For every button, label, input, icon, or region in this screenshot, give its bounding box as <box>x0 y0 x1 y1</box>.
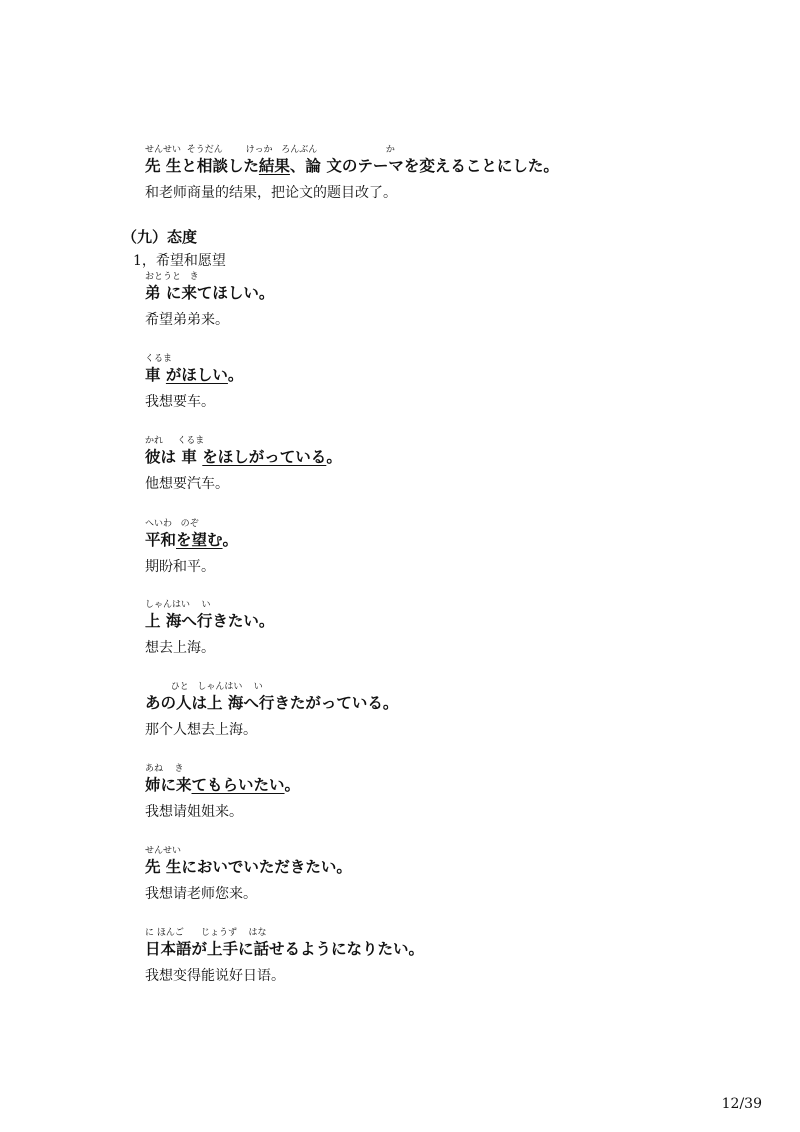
japanese-sentence <box>145 857 352 877</box>
subsection-heading: 1，希望和愿望 <box>133 253 226 269</box>
furigana: せんせい <box>145 846 182 856</box>
example-entry <box>145 519 238 576</box>
japanese-sentence <box>145 530 238 550</box>
example-entry <box>145 272 274 329</box>
example-entry <box>145 928 424 985</box>
japanese-sentence <box>145 939 424 959</box>
sentence-segment: 日本語が上手に話せるようになりたい。 <box>145 940 425 958</box>
chinese-translation: 想去上海。 <box>145 640 215 656</box>
furigana: ひと しゃんはい い <box>145 682 263 692</box>
chinese-translation: 希望弟弟来。 <box>145 312 229 328</box>
sentence-segment: 彼は 車 <box>145 448 203 466</box>
example-entry <box>145 764 300 821</box>
chinese-translation: 我想要车。 <box>145 394 215 410</box>
furigana: おとうと き <box>145 272 199 282</box>
sentence-segment: 先 生と相談した <box>145 157 259 175</box>
example-entry <box>145 145 559 202</box>
furigana: へいわ のぞ <box>145 519 199 529</box>
sentence-segment: 。 <box>326 448 342 466</box>
japanese-sentence <box>145 283 274 303</box>
example-entry <box>145 600 274 657</box>
japanese-sentence <box>145 447 342 467</box>
example-entry <box>145 682 398 739</box>
sentence-segment: 弟 に来てほしい。 <box>145 284 275 302</box>
furigana: くるま <box>145 354 173 364</box>
sentence-segment: 車 <box>145 366 166 384</box>
chinese-translation: 我想请老师您来。 <box>145 886 257 902</box>
furigana: せんせい そうだん けっか ろんぶん か <box>145 145 395 155</box>
page-number: 12/39 <box>721 1096 762 1112</box>
sentence-segment-underlined: がほしい <box>165 366 228 384</box>
chinese-translation: 他想要汽车。 <box>145 476 229 492</box>
japanese-sentence <box>145 365 243 385</box>
example-entry <box>145 846 352 903</box>
japanese-sentence <box>145 156 559 176</box>
sentence-segment: 。 <box>284 776 301 794</box>
section-heading: （九）态度 <box>122 228 198 246</box>
sentence-segment-underlined: を望む <box>176 531 223 549</box>
furigana: かれ くるま <box>145 436 205 446</box>
sentence-segment: 、論 文のテーマを変えることにした。 <box>289 157 559 175</box>
sentence-segment: あの人は上 海へ行きたがっている。 <box>145 694 399 712</box>
sentence-segment: 。 <box>222 531 239 549</box>
sentence-segment: 姉に来 <box>145 776 192 794</box>
japanese-sentence <box>145 775 300 795</box>
furigana: に ほんご じょうず はな <box>145 928 267 938</box>
chinese-translation: 我想请姐姐来。 <box>145 804 243 820</box>
chinese-translation: 那个人想去上海。 <box>145 722 257 738</box>
example-entry <box>145 436 342 493</box>
japanese-sentence <box>145 693 398 713</box>
chinese-translation: 我想变得能说好日语。 <box>145 968 285 984</box>
sentence-segment-underlined: をほしがっている <box>202 448 327 466</box>
chinese-translation: 和老师商量的结果，把论文的题目改了。 <box>145 185 397 201</box>
sentence-segment: 。 <box>227 366 244 384</box>
furigana: あね き <box>145 764 184 774</box>
furigana: しゃんはい い <box>145 600 211 610</box>
chinese-translation: 期盼和平。 <box>145 559 215 575</box>
sentence-segment: 上 海へ行きたい。 <box>145 612 275 630</box>
sentence-segment-underlined: てもらいたい <box>191 776 285 794</box>
example-entry <box>145 354 243 411</box>
sentence-segment: 平和 <box>145 531 177 549</box>
sentence-segment-underlined: 結果 <box>258 157 290 175</box>
sentence-segment: 先 生においでいただきたい。 <box>145 858 352 876</box>
japanese-sentence <box>145 611 274 631</box>
